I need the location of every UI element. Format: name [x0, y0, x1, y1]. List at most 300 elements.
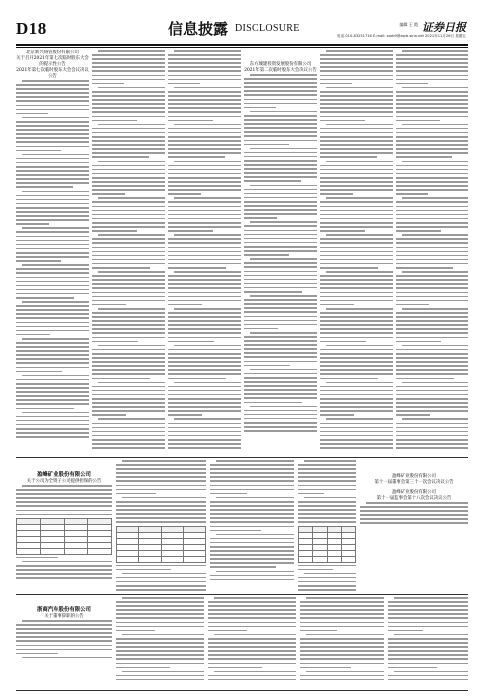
text-line — [298, 565, 356, 567]
text-line — [208, 642, 296, 644]
text-line — [168, 230, 213, 232]
notice-heading — [360, 490, 468, 502]
text-line — [116, 581, 206, 583]
text-line — [244, 254, 289, 256]
text-line — [168, 394, 241, 396]
text-line — [402, 197, 468, 199]
text-line — [396, 316, 468, 318]
text-line — [92, 111, 165, 113]
text-line — [396, 447, 468, 449]
notice-heading — [16, 607, 112, 620]
text-line — [16, 248, 89, 250]
text-line — [168, 120, 213, 122]
text-line — [244, 193, 317, 195]
text-line — [92, 332, 165, 334]
text-line — [92, 423, 165, 425]
text-line — [396, 324, 468, 326]
text-line — [16, 354, 89, 356]
text-line — [122, 460, 206, 462]
text-line — [168, 189, 241, 191]
notice-heading — [360, 474, 468, 486]
text-line — [298, 489, 356, 491]
text-line — [402, 50, 468, 52]
text-line — [320, 177, 393, 179]
text-line — [396, 369, 468, 371]
text-line — [168, 390, 241, 392]
text-line — [244, 209, 317, 211]
text-line — [244, 201, 317, 203]
text-line — [16, 186, 73, 188]
text-line — [396, 263, 468, 265]
text-line — [16, 383, 89, 385]
notice-title: 关于董事辞职的公告 — [44, 614, 84, 619]
notice-heading — [16, 50, 89, 80]
text-line — [388, 663, 468, 665]
text-line — [396, 140, 468, 142]
text-line — [168, 210, 241, 212]
text-line — [16, 113, 48, 115]
text-line — [396, 386, 468, 388]
text-line — [396, 181, 468, 183]
text-line — [320, 148, 393, 150]
text-line — [92, 353, 165, 355]
text-line — [16, 309, 89, 311]
text-line — [396, 226, 468, 228]
text-line — [168, 62, 241, 64]
text-line — [22, 227, 89, 229]
text-line — [320, 66, 393, 68]
text-line — [210, 538, 294, 540]
text-line — [168, 332, 241, 334]
text-line — [320, 226, 393, 228]
text-line — [16, 573, 112, 575]
text-line — [244, 344, 317, 346]
text-line — [168, 165, 241, 167]
text-line — [210, 526, 294, 528]
text-line — [244, 414, 317, 416]
text-line — [168, 443, 241, 445]
text-line — [396, 390, 468, 392]
text-line — [168, 128, 241, 130]
text-line — [16, 636, 112, 638]
text-line — [396, 373, 468, 375]
text-line — [396, 341, 441, 343]
text-line — [402, 418, 468, 420]
text-line — [216, 497, 294, 499]
text-line — [168, 427, 241, 429]
text-line — [16, 645, 112, 647]
newspaper-logo: 证券日报 — [422, 21, 466, 34]
text-line — [16, 268, 89, 270]
notice-column — [244, 50, 317, 455]
text-line — [208, 613, 296, 615]
text-line — [388, 638, 468, 640]
text-line — [16, 493, 112, 495]
text-line — [92, 251, 165, 253]
text-line — [92, 357, 165, 359]
text-line — [320, 144, 393, 146]
text-line — [210, 554, 294, 556]
text-line — [208, 638, 296, 640]
text-line — [168, 304, 202, 306]
text-line — [210, 517, 294, 519]
text-line — [244, 352, 317, 354]
text-line — [92, 316, 165, 318]
text-line — [320, 304, 354, 306]
text-line — [396, 332, 468, 334]
text-line — [168, 287, 241, 289]
text-line — [22, 375, 89, 377]
text-line — [244, 90, 317, 92]
text-line — [168, 279, 241, 281]
text-line — [92, 230, 137, 232]
text-line — [92, 378, 150, 380]
text-line — [396, 423, 468, 425]
text-line — [388, 601, 468, 603]
text-line — [298, 521, 356, 523]
text-line — [244, 238, 317, 240]
text-line — [168, 312, 241, 314]
text-line — [16, 346, 89, 348]
text-line — [320, 410, 393, 412]
text-line — [92, 296, 165, 298]
notice-column — [116, 460, 206, 592]
text-line — [16, 158, 89, 160]
text-line — [320, 214, 393, 216]
text-line — [168, 173, 241, 175]
text-line — [320, 279, 393, 281]
text-line — [396, 95, 468, 97]
text-line — [396, 312, 468, 314]
text-line — [396, 58, 468, 60]
notice-title: 关于召开2021年第七次临时股东大会的提示性公告 — [16, 56, 89, 67]
text-line — [394, 634, 468, 636]
text-line — [168, 177, 241, 179]
text-line — [92, 238, 165, 240]
text-line — [174, 124, 241, 126]
text-line — [396, 222, 468, 224]
text-line — [16, 150, 61, 152]
text-line — [320, 447, 393, 449]
text-line — [92, 128, 165, 130]
text-line — [300, 679, 384, 681]
text-line — [16, 133, 89, 135]
text-line — [16, 501, 112, 503]
text-line — [244, 86, 317, 88]
editor-line: 编辑 王 霞 — [399, 22, 418, 27]
text-line — [394, 671, 468, 673]
text-line — [16, 240, 89, 242]
text-line — [168, 242, 241, 244]
text-line — [116, 509, 206, 511]
text-line — [396, 304, 429, 306]
text-line — [244, 176, 317, 178]
text-line — [244, 107, 276, 109]
text-line — [92, 58, 165, 60]
text-line — [320, 349, 393, 351]
text-line — [396, 132, 468, 134]
text-line — [210, 546, 294, 548]
text-line — [16, 207, 89, 209]
text-line — [300, 613, 384, 615]
text-line — [244, 250, 317, 252]
text-line — [320, 275, 393, 277]
text-line — [388, 617, 468, 619]
text-line — [210, 550, 294, 552]
text-line — [300, 638, 384, 640]
text-line — [16, 395, 89, 397]
text-line — [16, 272, 89, 274]
text-line — [16, 514, 112, 516]
text-line — [306, 634, 384, 636]
text-line — [168, 75, 241, 77]
text-line — [244, 205, 317, 207]
text-line — [244, 225, 317, 227]
text-line — [168, 103, 241, 105]
text-line — [402, 87, 468, 89]
text-line — [168, 148, 241, 150]
text-line — [210, 566, 276, 568]
text-line — [116, 493, 156, 495]
text-line — [16, 557, 58, 559]
text-line — [396, 242, 468, 244]
text-line — [320, 201, 393, 203]
text-line — [244, 316, 317, 318]
text-line — [360, 506, 468, 508]
text-line — [396, 62, 468, 64]
notice-title: 关于公司为全资子公司提供担保的公告 — [26, 479, 102, 484]
text-line — [116, 642, 204, 644]
text-line — [300, 658, 384, 660]
text-line — [168, 431, 241, 433]
text-line — [320, 353, 393, 355]
text-line — [320, 111, 393, 113]
notice-company: 浙商汽车股份有限公司 — [37, 607, 91, 613]
text-line — [116, 617, 204, 619]
text-line — [244, 189, 317, 191]
text-line — [168, 111, 241, 113]
text-line — [250, 74, 317, 76]
notice-heading — [244, 62, 317, 74]
text-line — [22, 657, 112, 659]
text-line — [116, 601, 204, 603]
text-line — [396, 210, 468, 212]
text-line — [216, 460, 294, 462]
text-line — [16, 577, 112, 579]
text-line — [16, 260, 61, 262]
text-line — [92, 328, 165, 330]
text-line — [92, 165, 165, 167]
text-line — [116, 609, 204, 611]
text-line — [210, 530, 261, 532]
text-line — [210, 493, 247, 495]
text-line — [298, 472, 356, 474]
text-line — [244, 299, 317, 301]
text-line — [16, 391, 89, 393]
text-line — [22, 561, 112, 563]
text-line — [168, 283, 241, 285]
text-line — [168, 247, 241, 249]
text-line — [396, 337, 468, 339]
text-line — [396, 177, 468, 179]
text-line — [244, 246, 317, 248]
text-line — [388, 675, 468, 677]
text-line — [208, 663, 296, 665]
text-line — [320, 140, 393, 142]
text-line — [396, 431, 468, 433]
text-line — [116, 569, 171, 571]
text-line — [116, 468, 206, 470]
text-line — [320, 91, 393, 93]
text-line — [16, 109, 89, 111]
text-line — [320, 116, 393, 118]
text-line — [298, 513, 356, 515]
text-line — [92, 398, 165, 400]
section-title-cn: 信息披露 — [168, 20, 229, 38]
text-line — [396, 128, 468, 130]
text-line — [396, 435, 468, 437]
text-line — [300, 626, 384, 628]
text-line — [210, 501, 294, 503]
text-line — [16, 497, 112, 499]
text-line — [244, 320, 317, 322]
text-line — [168, 447, 241, 449]
text-line — [208, 617, 296, 619]
text-line — [388, 630, 423, 632]
notice-column — [300, 597, 384, 689]
text-line — [92, 91, 165, 93]
text-line — [250, 369, 317, 371]
text-line — [92, 75, 165, 77]
text-line — [244, 422, 317, 424]
text-line — [92, 95, 165, 97]
notice-title: 2021年第二次临时股东大会决议公告 — [244, 68, 317, 73]
notice-column — [388, 597, 468, 689]
text-line — [320, 431, 393, 433]
text-line — [320, 394, 393, 396]
text-line — [244, 94, 317, 96]
text-line — [320, 238, 393, 240]
masthead-rule — [16, 44, 468, 46]
text-line — [16, 252, 89, 254]
text-line — [210, 579, 294, 581]
text-line — [16, 137, 89, 139]
text-line — [168, 201, 241, 203]
notice-company: 北京新兴铸管股份有限公司 — [26, 50, 79, 55]
text-line — [92, 54, 165, 56]
text-line — [168, 255, 241, 257]
text-line — [244, 99, 317, 101]
text-line — [16, 219, 89, 221]
text-line — [210, 558, 294, 560]
text-line — [320, 332, 393, 334]
text-line — [244, 123, 317, 125]
text-line — [174, 87, 241, 89]
contact-date-line: 电话 010-83251716 E-mail: zqrb9@zqrb.sina.net 2021年11月26日 星期五 — [337, 34, 466, 38]
text-line — [92, 259, 165, 261]
text-line — [210, 485, 294, 487]
text-line — [92, 214, 165, 216]
text-line — [208, 667, 262, 669]
text-line — [210, 505, 294, 507]
text-line — [244, 144, 289, 146]
text-line — [208, 630, 247, 632]
text-line — [320, 423, 393, 425]
text-line — [396, 296, 468, 298]
text-line — [298, 569, 333, 571]
text-line — [320, 439, 393, 441]
text-line — [16, 166, 89, 168]
text-line — [92, 62, 165, 64]
text-line — [244, 78, 317, 80]
text-line — [244, 197, 317, 199]
text-line — [244, 430, 317, 432]
text-line — [168, 406, 241, 408]
text-line — [168, 83, 200, 85]
text-line — [244, 291, 302, 293]
text-line — [388, 605, 468, 607]
text-line — [116, 613, 204, 615]
text-line — [320, 79, 393, 81]
text-line — [22, 264, 89, 266]
text-line — [16, 141, 89, 143]
text-line — [396, 406, 468, 408]
text-line — [122, 497, 206, 499]
text-line — [320, 398, 393, 400]
text-line — [320, 435, 393, 437]
text-line — [16, 624, 112, 626]
text-line — [92, 103, 165, 105]
text-line — [388, 613, 468, 615]
text-line — [116, 675, 204, 677]
text-line — [22, 338, 89, 340]
text-line — [16, 170, 89, 172]
text-line — [208, 605, 296, 607]
text-line — [92, 279, 165, 281]
text-line — [168, 300, 241, 302]
text-line — [16, 322, 89, 324]
text-line — [92, 181, 165, 183]
notice-column — [360, 460, 468, 592]
notice-subtitle: 2021年第七次临时股东大会会议决议公告 — [16, 68, 89, 79]
page-bottom-rule — [16, 690, 468, 691]
text-line — [168, 328, 241, 330]
text-line — [216, 571, 294, 573]
text-line — [168, 193, 201, 195]
text-line — [208, 654, 296, 656]
text-line — [300, 601, 384, 603]
text-line — [300, 667, 351, 669]
text-line — [396, 238, 468, 240]
text-line — [320, 242, 393, 244]
text-line — [116, 679, 204, 681]
notice-column — [320, 50, 393, 455]
text-line — [92, 439, 165, 441]
text-line — [396, 398, 468, 400]
text-line — [92, 152, 165, 154]
notice-column — [210, 460, 294, 592]
text-line — [116, 646, 204, 648]
text-line — [320, 107, 393, 109]
text-line — [168, 263, 241, 265]
text-line — [396, 206, 468, 208]
text-line — [244, 152, 317, 154]
text-line — [396, 70, 468, 72]
text-line — [16, 293, 89, 295]
text-line — [116, 605, 204, 607]
data-table — [298, 526, 356, 563]
text-line — [396, 378, 454, 380]
